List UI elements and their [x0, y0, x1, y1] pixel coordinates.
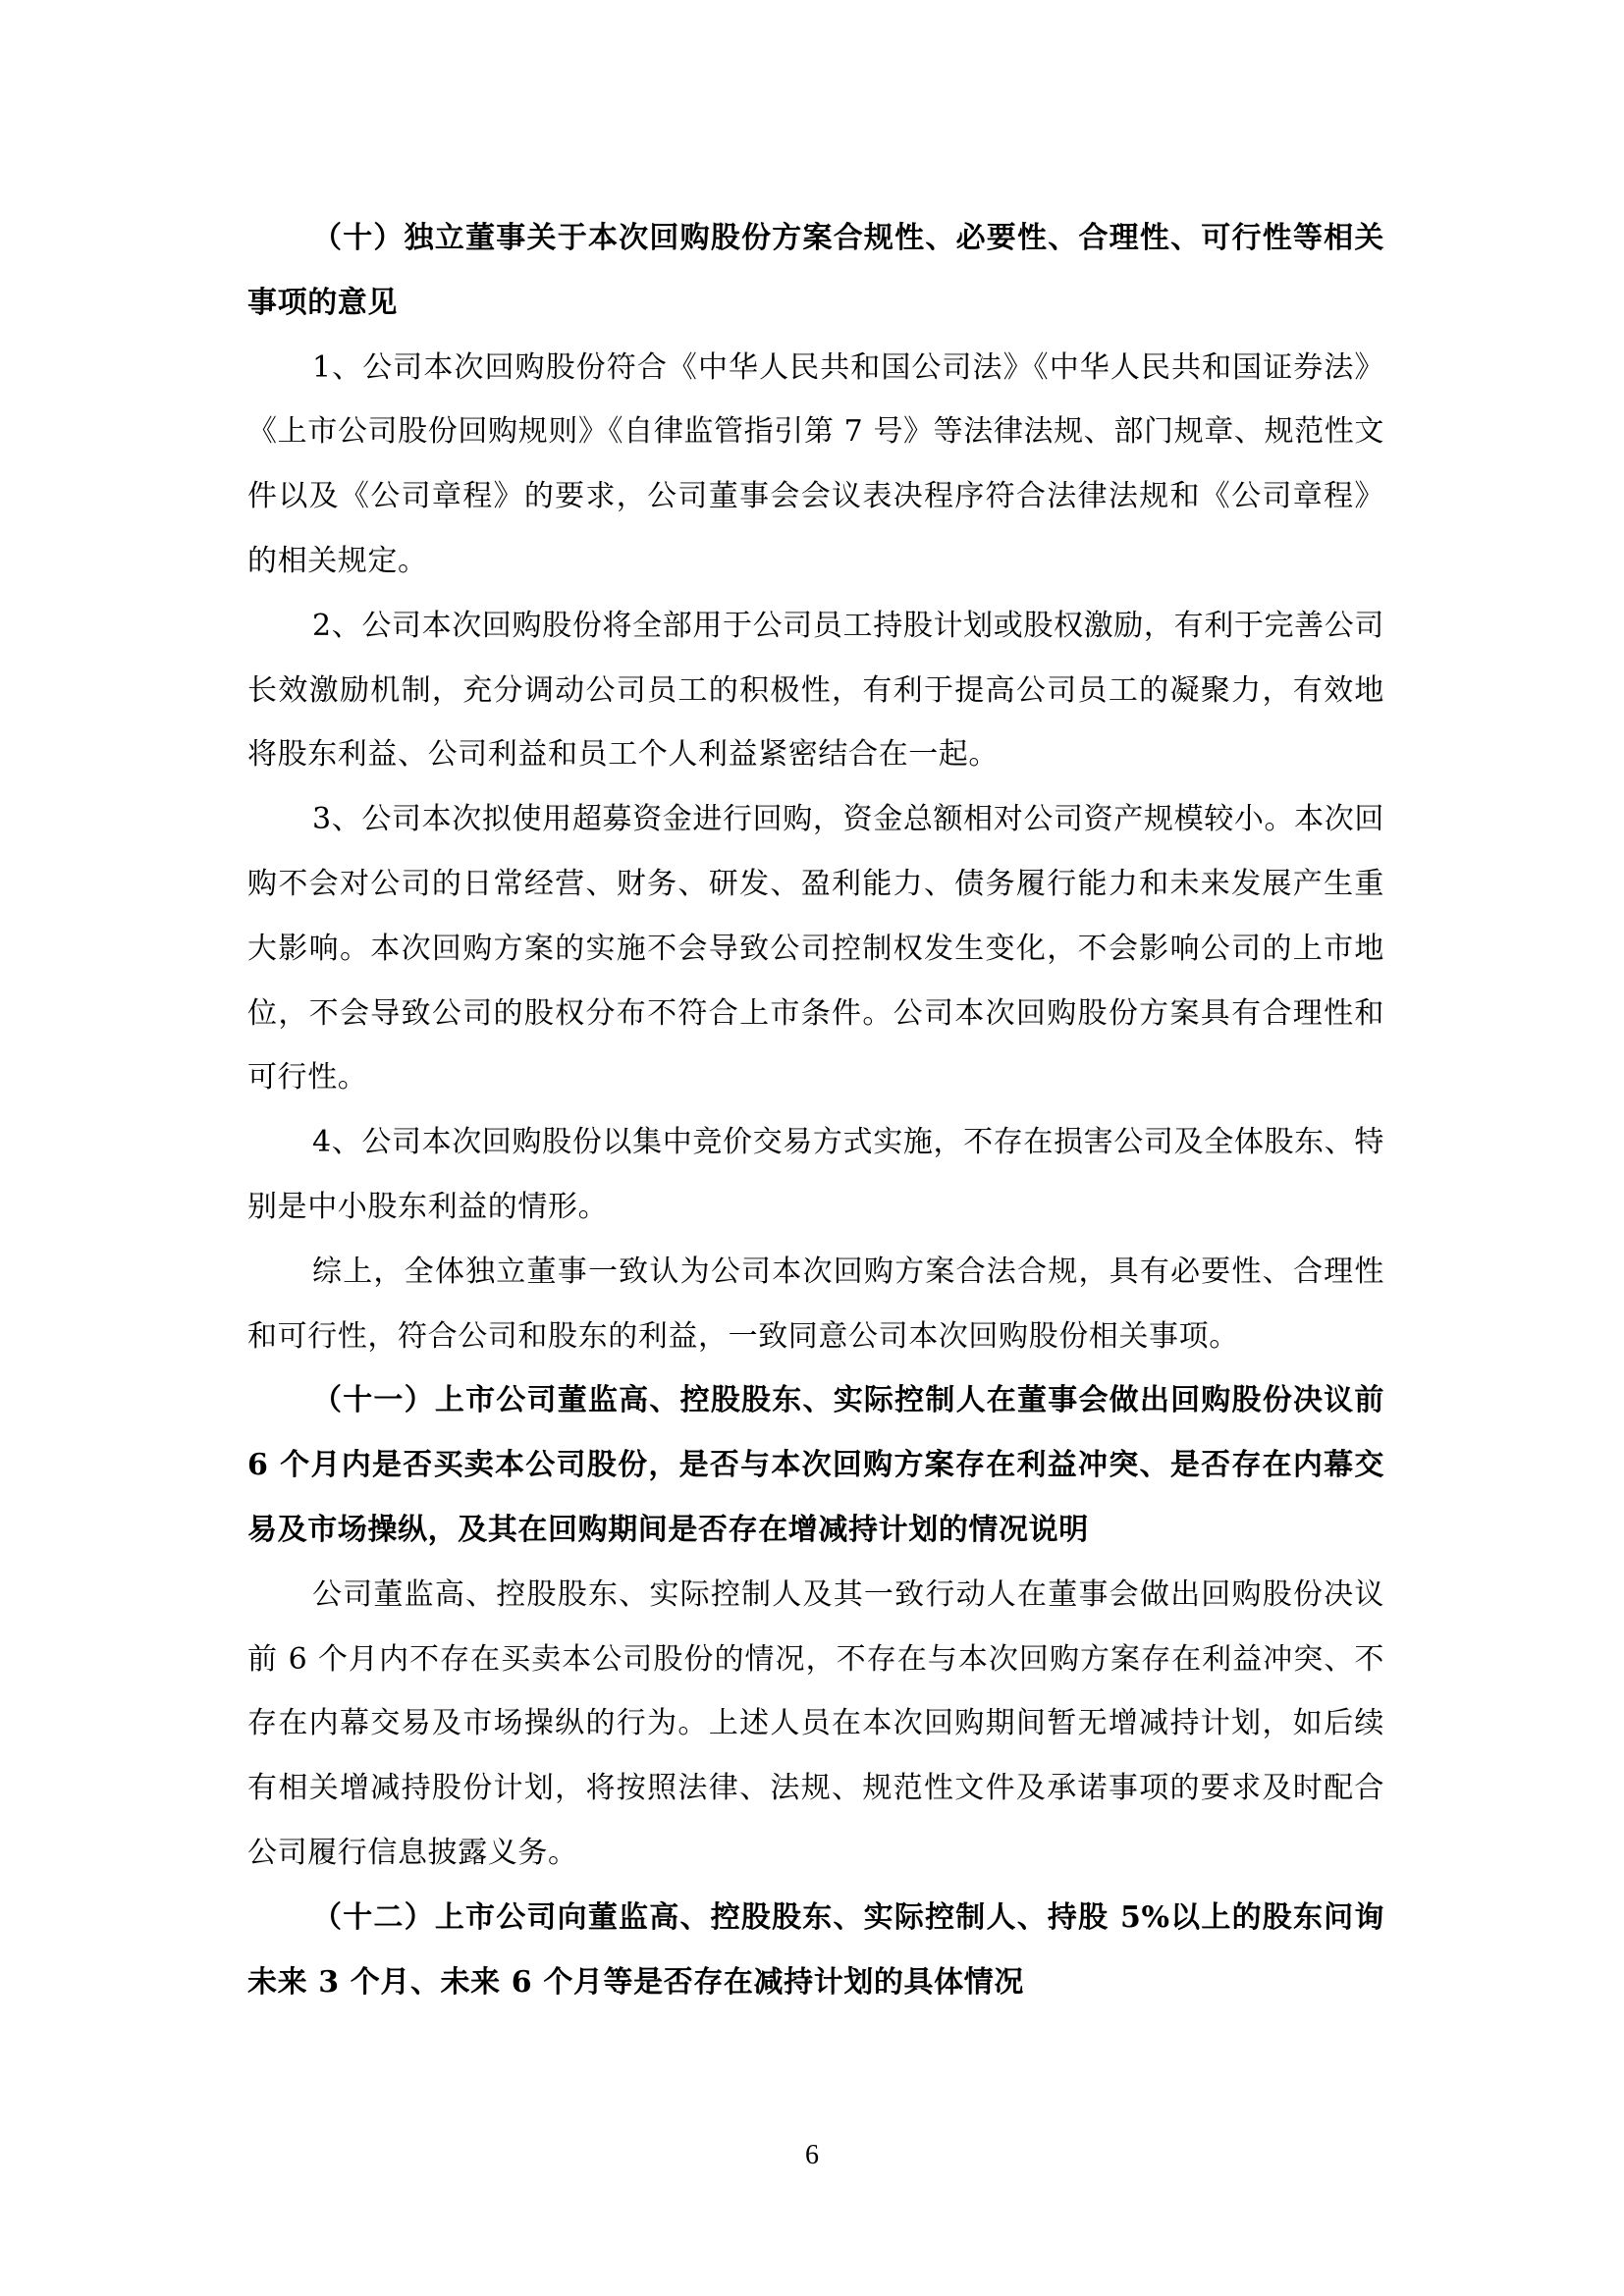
document-body — [247, 206, 1384, 2014]
section-11-heading: （十一）上市公司董监高、控股股东、实际控制人在董事会做出回购股份决议前 6 个月内是否买卖本公司股份，是否与本次回购方案存在利益冲突、是否存在内幕交易及市场操纵，及其在回购期间是否存在增减持计划的情况说明 — [247, 1383, 1384, 1547]
page-number: 6 — [805, 2140, 819, 2170]
section-10-paragraph-2: 2、公司本次回购股份将全部用于公司员工持股计划或股权激励，有利于完善公司长效激励机制，充分调动公司员工的积极性，有利于提高公司员工的凝聚力，有效地将股东利益、公司利益和员工个人利益紧密结合在一起。 — [247, 608, 1384, 773]
section-11-paragraph-1: 公司董监高、控股股东、实际控制人及其一致行动人在董事会做出回购股份决议前 6 个月内不存在买卖本公司股份的情况，不存在与本次回购方案存在利益冲突、不存在内幕交易及市场操纵的行为。上述人员在本次回购期间暂无增减持计划，如后续有相关增减持股份计划，将按照法律、法规、规范性文件及承诺事项的要求及时配合公司履行信息披露义务。 — [247, 1576, 1384, 1870]
section-10-paragraph-4: 4、公司本次回购股份以集中竞价交易方式实施，不存在损害公司及全体股东、特别是中小股东利益的情形。 — [247, 1125, 1384, 1224]
section-10-paragraph-1: 1、公司本次回购股份符合《中华人民共和国公司法》《中华人民共和国证券法》《上市公司股份回购规则》《自律监管指引第 7 号》等法律法规、部门规章、规范性文件以及《公司章程》的要求，公司董事会会议表决程序符合法律法规和《公司章程》的相关规定。 — [247, 349, 1384, 578]
section-10-paragraph-3: 3、公司本次拟使用超募资金进行回购，资金总额相对公司资产规模较小。本次回购不会对公司的日常经营、财务、研发、盈利能力、债务履行能力和未来发展产生重大影响。本次回购方案的实施不会导致公司控制权发生变化，不会影响公司的上市地位，不会导致公司的股权分布不符合上市条件。公司本次回购股份方案具有合理性和可行性。 — [247, 802, 1384, 1095]
section-12-heading: （十二）上市公司向董监高、控股股东、实际控制人、持股 5%以上的股东问询未来 3 个月、未来 6 个月等是否存在减持计划的具体情况 — [247, 1899, 1384, 2000]
section-10-conclusion: 综上，全体独立董事一致认为公司本次回购方案合法合规，具有必要性、合理性和可行性，符合公司和股东的利益，一致同意公司本次回购股份相关事项。 — [247, 1254, 1384, 1354]
section-10-heading: （十）独立董事关于本次回购股份方案合规性、必要性、合理性、可行性等相关事项的意见 — [247, 221, 1384, 320]
